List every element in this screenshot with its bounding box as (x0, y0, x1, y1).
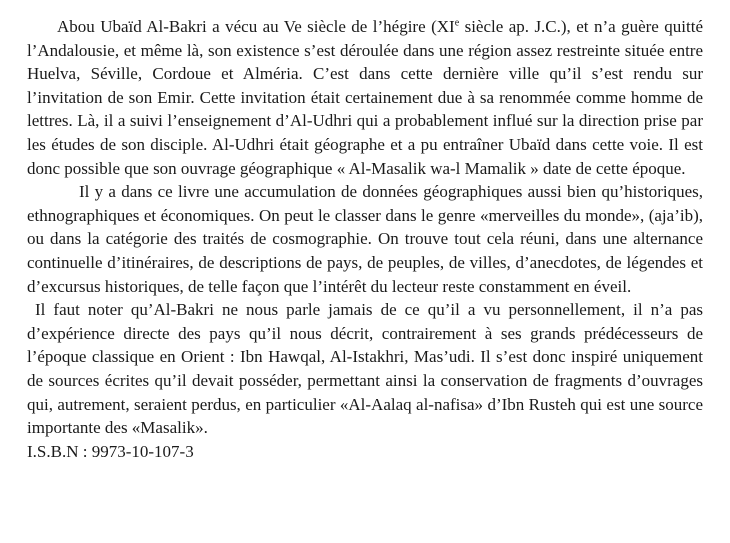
century-superscript: e (454, 17, 460, 29)
paragraph-1-text-end: siècle ap. J.C.), et n’a guère quitté l’Andalousie, et même là, son existence s’est déroulée dans une région assez restreinte située entre Huelva, Séville, Cordoue et Alméria. C’est dans cette dernière ville qu’il s’est rendu sur l’invitation de son Emir. Cette invitation était certainement due à sa renommée comme homme de lettres. Là, il a suivi l’enseignement d’Al-Udhri qui a probablement influé sur la direction prise par les études de son disciple. Al-Udhri était géographe et a pu entraîner Ubaïd dans cette voie. Il est donc possible que son ouvrage géographique « Al-Masalik wa-l Mamalik » date de cette époque. (27, 17, 703, 178)
isbn-line: I.S.B.N : 9973-10-107-3 (27, 441, 194, 461)
paragraph-1 (27, 15, 703, 180)
paragraph-2: Il y a dans ce livre une accumulation de données géographiques aussi bien qu’historiques, ethnographiques et économiques. On peut le classer dans le genre «merveilles du monde», (aja’ib), ou dans la catégorie des traités de cosmographie. On trouve tout cela réuni, dans une alternance continuelle d’itinéraires, de descriptions de pays, de peuples, de villes, d’anecdotes, de légendes et d’excursus historiques, de telle façon que l’intérêt du lecteur reste constamment en éveil. (27, 182, 703, 296)
paragraph-3: Il faut noter qu’Al-Bakri ne nous parle jamais de ce qu’il a vu personnellement, il n’a pas d’expérience directe des pays qu’il nous décrit, contrairement à ses grands prédécesseurs de l’époque classique en Orient : Ibn Hawqal, Al-Istakhri, Mas’udi. Il s’est donc inspiré uniquement de sources écrites qu’il devait posséder, permettant ainsi la conservation de fragments d’ouvrages qui, autrement, seraient perdus, en particulier «Al-Aalaq al-nafisa» d’Ibn Rusteh qui est une source importante des «Masalik». (27, 300, 703, 438)
paragraph-1-text-start: Abou Ubaïd Al-Bakri a vécu au Ve siècle de l’hégire (XI (57, 17, 455, 36)
